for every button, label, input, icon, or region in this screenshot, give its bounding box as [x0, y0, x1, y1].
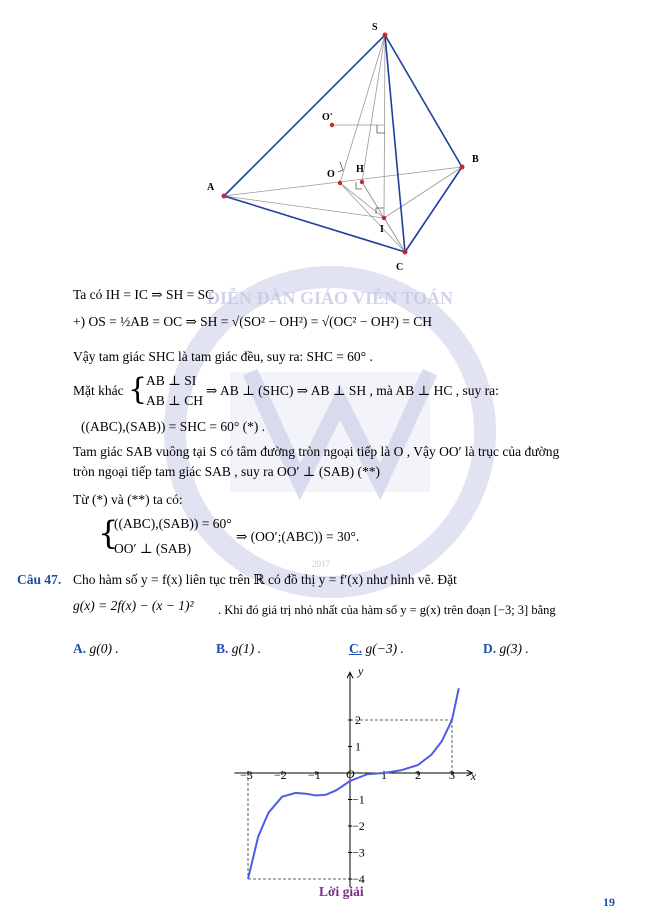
solution-line-2: +) OS = ½AB = OC ⇒ SH = √(SO² − OH²) = √(OC² − OH²) = CH — [73, 314, 432, 329]
x-tick-label: 1 — [381, 768, 387, 782]
option-c-letter: C. — [349, 641, 363, 656]
solution-line-3: Vậy tam giác SHC là tam giác đều, suy ra: SHC = 60° . — [73, 349, 373, 364]
x-tick-label: 3 — [449, 768, 455, 782]
solution-line-4-system-2: AB ⊥ CH — [146, 393, 203, 408]
x-tick-label: −1 — [308, 768, 321, 782]
option-a[interactable] — [73, 640, 119, 658]
solution-heading: Lời giải — [319, 884, 364, 899]
label-S: S — [372, 22, 378, 33]
label-C: C — [396, 262, 404, 273]
derivative-graph — [230, 660, 477, 886]
x-tick-label: −3 — [240, 768, 253, 782]
label-B: B — [472, 154, 479, 165]
page-number: 19 — [603, 895, 615, 909]
label-I: I — [380, 224, 384, 235]
solution-line-4-prefix: Mặt khác — [73, 383, 124, 398]
system-brace: { — [128, 372, 148, 407]
y-tick-label: 2 — [355, 713, 361, 727]
origin-label: O — [346, 767, 355, 781]
option-c-value: g(−3) . — [365, 641, 404, 656]
question-function-g: g(x) = 2f(x) − (x − 1)² — [73, 598, 194, 613]
option-d[interactable] — [483, 640, 529, 658]
y-tick-label: −2 — [352, 819, 365, 833]
x-tick-label: 2 — [415, 768, 421, 782]
solution-line-4-rest: ⇒ AB ⊥ (SHC) ⇒ AB ⊥ SH , mà AB ⊥ HC , suy ra: — [206, 383, 499, 398]
y-tick-label: 1 — [355, 739, 361, 754]
y-axis-label: y — [358, 663, 364, 678]
question-text-1: Cho hàm số y = f(x) liên tục trên ℝ có đồ thị y = f′(x) như hình vẽ. Đặt — [73, 572, 457, 587]
label-O: O — [327, 169, 335, 180]
question-text-2: . Khi đó giá trị nhỏ nhất của hàm số y = g(x) trên đoạn [−3; 3] bằng — [218, 603, 556, 617]
solution-line-6: Tam giác SAB vuông tại S có tâm đường tròn ngoại tiếp là O , Vậy OO′ là trục của đường — [73, 444, 560, 459]
option-b-value: g(1) . — [231, 641, 262, 656]
solution-line-5: ((ABC),(SAB)) = SHC = 60° (*) . — [81, 419, 266, 434]
option-d-value: g(3) . — [499, 641, 529, 656]
option-a-value: g(0) . — [89, 641, 119, 656]
y-tick-label: −3 — [352, 845, 365, 860]
label-O-prime: O' — [322, 112, 333, 123]
solution-system-1: ((ABC),(SAB)) = 60° — [114, 516, 232, 531]
x-tick-label: −2 — [274, 768, 287, 782]
solution-system-2: OO′ ⊥ (SAB) — [114, 541, 192, 556]
option-c[interactable] — [349, 640, 404, 658]
option-b[interactable] — [216, 640, 261, 658]
pyramid-figure — [0, 0, 650, 285]
y-tick-label: −1 — [352, 792, 365, 807]
watermark-year: 2017 — [312, 559, 330, 569]
y-tick-label: −4 — [352, 872, 365, 886]
option-d-letter: D. — [483, 641, 497, 656]
x-axis-label: x — [470, 769, 477, 783]
option-a-letter: A. — [73, 641, 87, 656]
question-number: Câu 47. — [17, 572, 62, 587]
label-H: H — [356, 164, 364, 175]
system-brace-2: { — [98, 514, 119, 552]
solution-line-1: Ta có IH = IC ⇒ SH = SC — [73, 287, 215, 302]
solution-line-7: tròn ngoại tiếp tam giác SAB , suy ra OO′ ⊥ (SAB) (**) — [73, 464, 380, 479]
label-A: A — [207, 182, 215, 193]
solution-system-result: ⇒ (OO′;(ABC)) = 30°. — [236, 529, 360, 544]
solution-line-8: Từ (*) và (**) ta có: — [73, 492, 183, 507]
option-b-letter: B. — [216, 641, 229, 656]
watermark-forum-name: DIỄN ĐÀN GIÁO VIÊN TOÁN — [206, 288, 454, 308]
solution-line-4-system-1: AB ⊥ SI — [146, 373, 197, 388]
